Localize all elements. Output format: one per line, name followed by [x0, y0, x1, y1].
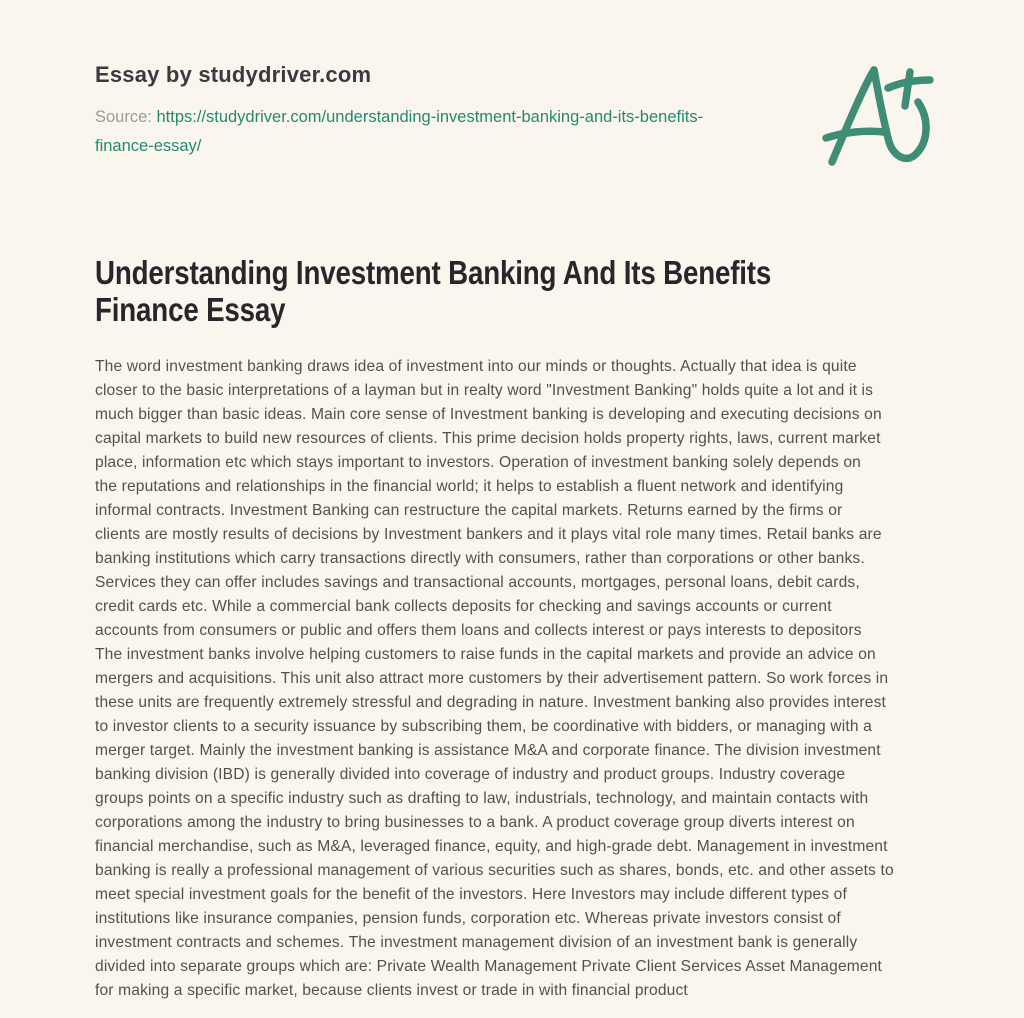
essay-title-line1: Understanding Investment Banking And Its Benefits	[95, 254, 772, 291]
text-line: investment contracts and schemes. The investment management division of an investment bank is generally	[95, 934, 858, 951]
text-line: meet special investment goals for the benefit of the investors. Here Investors may include different types of	[95, 886, 847, 903]
text-line: to investor clients to a security issuance by subscribing them, be coordinative with bidders, or managing with a	[95, 718, 872, 735]
text-line: corporations among the industry to bring businesses to a bank. A product coverage group diverts interest on	[95, 814, 855, 831]
source-url-line1: https://studydriver.com/understanding-investment-banking-and-its-benefits-	[156, 108, 704, 126]
text-line: for making a specific market, because clients invest or trade in with financial product	[95, 982, 688, 999]
text-line: The word investment banking draws idea of investment into our minds or thoughts. Actually that idea is quite	[95, 358, 857, 375]
essay-body	[95, 355, 940, 1003]
text-line: merger target. Mainly the investment banking is assistance M&A and corporate finance. The division investment	[95, 742, 881, 759]
text-line: capital markets to build new resources of clients. This prime decision holds property rights, laws, current market	[95, 430, 881, 447]
text-line: Services they can offer includes savings and transactional accounts, mortgages, personal loans, debit cards,	[95, 574, 860, 591]
text-line: banking division (IBD) is generally divided into coverage of industry and product groups. Industry coverage	[95, 766, 846, 783]
text-line: place, information etc which stays important to investors. Operation of investment banking solely depends on	[95, 454, 861, 471]
text-line: financial merchandise, such as M&A, leveraged finance, equity, and high-grade debt. Management in investment	[95, 838, 888, 855]
source-label: Source:	[95, 108, 152, 126]
essay-title-line2: Finance Essay	[95, 291, 286, 328]
text-line: informal contracts. Investment Banking can restructure the capital markets. Returns earned by the firms or	[95, 502, 843, 519]
text-line: clients are mostly results of decisions by Investment bankers and it plays vital role many times. Retail banks are	[95, 526, 882, 543]
text-line: divided into separate groups which are: Private Wealth Management Private Client Services Asset Management	[95, 958, 883, 975]
source-line	[95, 103, 755, 161]
text-line: closer to the basic interpretations of a layman but in realty word "Investment Banking" holds quite a lot and it is	[95, 382, 874, 399]
text-line: the reputations and relationships in the financial world; it helps to establish a fluent network and identifying	[95, 478, 844, 495]
essay-title	[95, 254, 805, 328]
site-title: Essay by studydriver.com	[95, 62, 372, 87]
text-line: accounts from consumers or public and offers them loans and collects interest or pays interests to depositors	[95, 622, 862, 639]
source-url-link[interactable]	[95, 108, 755, 161]
text-line: these units are frequently extremely stressful and degrading in nature. Investment banking also provides interest	[95, 694, 887, 711]
text-line: The investment banks involve helping customers to raise funds in the capital markets and provide an advice on	[95, 646, 876, 663]
text-line: much bigger than basic ideas. Main core sense of Investment banking is developing and executing decisions on	[95, 406, 882, 423]
text-line: groups points on a specific industry such as drafting to law, industrials, technology, and maintain contacts with	[95, 790, 869, 807]
text-line: credit cards etc. While a commercial bank collects deposits for checking and savings accounts or current	[95, 598, 832, 615]
text-line: institutions like insurance companies, pension funds, corporation etc. Whereas private investors consist of	[95, 910, 841, 927]
text-line: banking is really a professional management of various securities such as shares, bonds, etc. and other assets to	[95, 862, 894, 879]
text-line: banking institutions which carry transactions directly with consumers, rather than corporations or other banks.	[95, 550, 865, 567]
text-line: mergers and acquisitions. This unit also attract more customers by their advertisement pattern. So work forces in	[95, 670, 889, 687]
content-column	[95, 0, 940, 1003]
source-url-line2: finance-essay/	[95, 137, 202, 155]
